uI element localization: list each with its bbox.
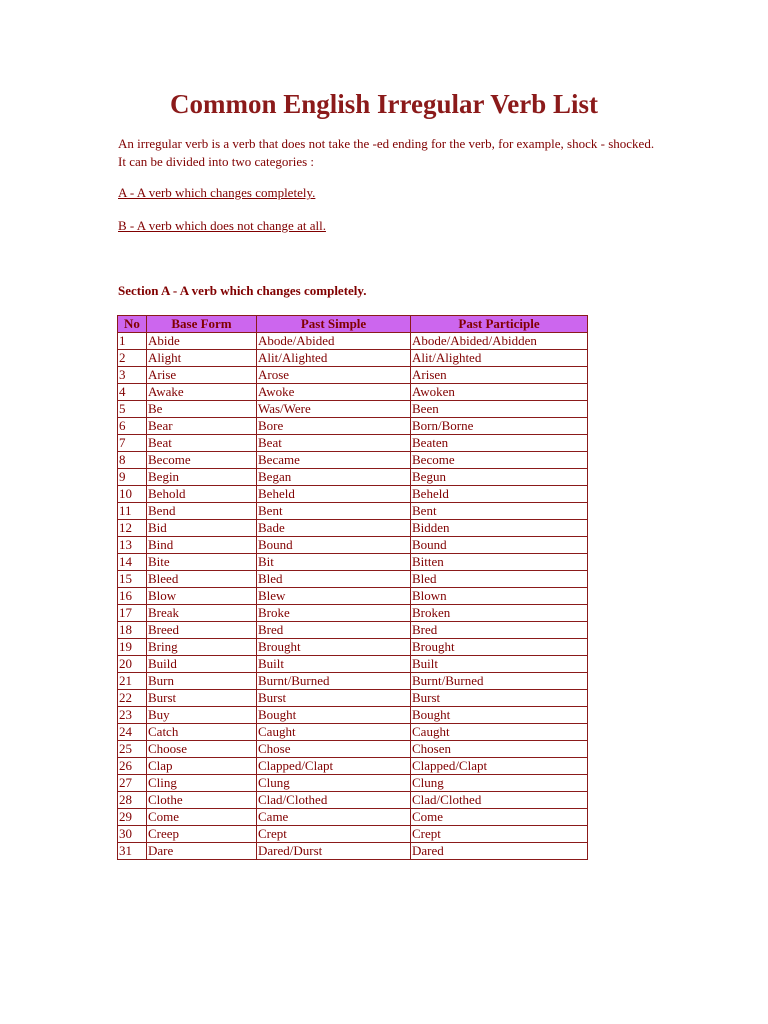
cell-no: 19 xyxy=(118,639,147,656)
table-row xyxy=(118,520,588,537)
cell-no: 31 xyxy=(118,843,147,860)
cell-no: 25 xyxy=(118,741,147,758)
header-past-participle: Past Participle xyxy=(411,316,588,333)
table-row xyxy=(118,350,588,367)
cell-past-simple: Awoke xyxy=(257,384,411,401)
cell-past-participle: Chosen xyxy=(411,741,588,758)
cell-base-form: Choose xyxy=(147,741,257,758)
cell-no: 2 xyxy=(118,350,147,367)
table-row xyxy=(118,656,588,673)
cell-past-participle: Clung xyxy=(411,775,588,792)
cell-base-form: Behold xyxy=(147,486,257,503)
cell-no: 14 xyxy=(118,554,147,571)
cell-past-participle: Become xyxy=(411,452,588,469)
cell-past-participle: Born/Borne xyxy=(411,418,588,435)
table-row xyxy=(118,673,588,690)
cell-base-form: Clap xyxy=(147,758,257,775)
cell-past-simple: Clung xyxy=(257,775,411,792)
irregular-verb-table xyxy=(117,315,588,860)
cell-base-form: Breed xyxy=(147,622,257,639)
cell-no: 8 xyxy=(118,452,147,469)
table-row xyxy=(118,367,588,384)
cell-past-simple: Came xyxy=(257,809,411,826)
cell-no: 15 xyxy=(118,571,147,588)
table-row xyxy=(118,724,588,741)
cell-past-participle: Bought xyxy=(411,707,588,724)
cell-base-form: Build xyxy=(147,656,257,673)
table-header-row xyxy=(118,316,588,333)
cell-past-participle: Burnt/Burned xyxy=(411,673,588,690)
table-row xyxy=(118,333,588,350)
intro-paragraph: An irregular verb is a verb that does not take the -ed ending for the verb, for example, shock - shocked. It can be divided into two categories : xyxy=(118,136,655,169)
cell-past-participle: Dared xyxy=(411,843,588,860)
cell-no: 3 xyxy=(118,367,147,384)
cell-base-form: Come xyxy=(147,809,257,826)
cell-past-simple: Blew xyxy=(257,588,411,605)
cell-base-form: Bind xyxy=(147,537,257,554)
cell-no: 11 xyxy=(118,503,147,520)
cell-base-form: Begin xyxy=(147,469,257,486)
cell-past-simple: Became xyxy=(257,452,411,469)
cell-past-participle: Bent xyxy=(411,503,588,520)
cell-no: 16 xyxy=(118,588,147,605)
cell-past-participle: Been xyxy=(411,401,588,418)
cell-past-simple: Began xyxy=(257,469,411,486)
cell-base-form: Creep xyxy=(147,826,257,843)
cell-no: 6 xyxy=(118,418,147,435)
cell-past-simple: Clad/Clothed xyxy=(257,792,411,809)
cell-past-simple: Crept xyxy=(257,826,411,843)
table-row xyxy=(118,758,588,775)
cell-past-simple: Arose xyxy=(257,367,411,384)
cell-past-participle: Brought xyxy=(411,639,588,656)
table-body xyxy=(118,333,588,860)
cell-past-participle: Bled xyxy=(411,571,588,588)
cell-past-participle: Bidden xyxy=(411,520,588,537)
cell-past-participle: Burst xyxy=(411,690,588,707)
table-row xyxy=(118,588,588,605)
cell-past-simple: Bred xyxy=(257,622,411,639)
cell-past-participle: Clad/Clothed xyxy=(411,792,588,809)
cell-past-simple: Clapped/Clapt xyxy=(257,758,411,775)
cell-no: 24 xyxy=(118,724,147,741)
table-row xyxy=(118,622,588,639)
cell-past-simple: Bore xyxy=(257,418,411,435)
cell-past-simple: Bled xyxy=(257,571,411,588)
cell-no: 27 xyxy=(118,775,147,792)
cell-base-form: Abide xyxy=(147,333,257,350)
table-row xyxy=(118,418,588,435)
table-row xyxy=(118,452,588,469)
cell-past-participle: Beaten xyxy=(411,435,588,452)
cell-past-participle: Beheld xyxy=(411,486,588,503)
table-row xyxy=(118,809,588,826)
cell-base-form: Bend xyxy=(147,503,257,520)
cell-base-form: Clothe xyxy=(147,792,257,809)
cell-past-participle: Bound xyxy=(411,537,588,554)
cell-no: 20 xyxy=(118,656,147,673)
cell-past-simple: Was/Were xyxy=(257,401,411,418)
cell-past-participle: Clapped/Clapt xyxy=(411,758,588,775)
cell-past-simple: Bought xyxy=(257,707,411,724)
header-past-simple: Past Simple xyxy=(257,316,411,333)
cell-past-participle: Alit/Alighted xyxy=(411,350,588,367)
cell-past-simple: Broke xyxy=(257,605,411,622)
cell-past-participle: Begun xyxy=(411,469,588,486)
cell-base-form: Bleed xyxy=(147,571,257,588)
cell-no: 23 xyxy=(118,707,147,724)
table-row xyxy=(118,741,588,758)
cell-past-simple: Burst xyxy=(257,690,411,707)
cell-no: 12 xyxy=(118,520,147,537)
table-row xyxy=(118,435,588,452)
cell-no: 21 xyxy=(118,673,147,690)
cell-base-form: Alight xyxy=(147,350,257,367)
cell-base-form: Burn xyxy=(147,673,257,690)
cell-base-form: Awake xyxy=(147,384,257,401)
page-title: Common English Irregular Verb List xyxy=(169,89,599,119)
cell-base-form: Be xyxy=(147,401,257,418)
table-row xyxy=(118,605,588,622)
table-row xyxy=(118,775,588,792)
cell-past-participle: Broken xyxy=(411,605,588,622)
cell-base-form: Break xyxy=(147,605,257,622)
cell-base-form: Arise xyxy=(147,367,257,384)
table-row xyxy=(118,843,588,860)
cell-past-simple: Burnt/Burned xyxy=(257,673,411,690)
cell-base-form: Bring xyxy=(147,639,257,656)
cell-past-simple: Abode/Abided xyxy=(257,333,411,350)
cell-base-form: Bid xyxy=(147,520,257,537)
category-b-text: B - A verb which does not change at all. xyxy=(118,218,326,233)
header-base-form: Base Form xyxy=(147,316,257,333)
table-row xyxy=(118,826,588,843)
cell-no: 4 xyxy=(118,384,147,401)
table-row xyxy=(118,690,588,707)
cell-no: 29 xyxy=(118,809,147,826)
table-row xyxy=(118,486,588,503)
cell-no: 1 xyxy=(118,333,147,350)
cell-past-participle: Come xyxy=(411,809,588,826)
cell-past-participle: Abode/Abided/Abidden xyxy=(411,333,588,350)
cell-past-simple: Built xyxy=(257,656,411,673)
table-row xyxy=(118,469,588,486)
cell-no: 9 xyxy=(118,469,147,486)
header-no: No xyxy=(118,316,147,333)
table-row xyxy=(118,571,588,588)
cell-past-simple: Caught xyxy=(257,724,411,741)
table-row xyxy=(118,537,588,554)
cell-no: 17 xyxy=(118,605,147,622)
cell-no: 7 xyxy=(118,435,147,452)
cell-base-form: Become xyxy=(147,452,257,469)
table-row xyxy=(118,792,588,809)
cell-past-simple: Bade xyxy=(257,520,411,537)
cell-past-participle: Blown xyxy=(411,588,588,605)
cell-past-participle: Crept xyxy=(411,826,588,843)
cell-past-simple: Brought xyxy=(257,639,411,656)
cell-base-form: Cling xyxy=(147,775,257,792)
cell-no: 30 xyxy=(118,826,147,843)
cell-no: 13 xyxy=(118,537,147,554)
cell-no: 26 xyxy=(118,758,147,775)
cell-base-form: Burst xyxy=(147,690,257,707)
cell-no: 28 xyxy=(118,792,147,809)
table-row xyxy=(118,639,588,656)
cell-past-simple: Beat xyxy=(257,435,411,452)
cell-no: 5 xyxy=(118,401,147,418)
cell-base-form: Dare xyxy=(147,843,257,860)
cell-past-participle: Bred xyxy=(411,622,588,639)
cell-base-form: Catch xyxy=(147,724,257,741)
cell-no: 18 xyxy=(118,622,147,639)
table-row xyxy=(118,401,588,418)
cell-past-participle: Built xyxy=(411,656,588,673)
cell-past-simple: Alit/Alighted xyxy=(257,350,411,367)
table-row xyxy=(118,503,588,520)
cell-no: 22 xyxy=(118,690,147,707)
section-a-heading: Section A - A verb which changes completely. xyxy=(118,283,367,298)
cell-past-simple: Chose xyxy=(257,741,411,758)
table-row xyxy=(118,554,588,571)
table-row xyxy=(118,707,588,724)
cell-base-form: Bite xyxy=(147,554,257,571)
cell-past-participle: Bitten xyxy=(411,554,588,571)
cell-past-simple: Beheld xyxy=(257,486,411,503)
cell-past-simple: Bound xyxy=(257,537,411,554)
cell-past-participle: Arisen xyxy=(411,367,588,384)
cell-base-form: Beat xyxy=(147,435,257,452)
cell-past-simple: Dared/Durst xyxy=(257,843,411,860)
cell-past-simple: Bent xyxy=(257,503,411,520)
cell-base-form: Bear xyxy=(147,418,257,435)
cell-past-participle: Awoken xyxy=(411,384,588,401)
cell-past-participle: Caught xyxy=(411,724,588,741)
cell-no: 10 xyxy=(118,486,147,503)
cell-base-form: Buy xyxy=(147,707,257,724)
category-a-text: A - A verb which changes completely. xyxy=(118,185,316,200)
cell-base-form: Blow xyxy=(147,588,257,605)
table-row xyxy=(118,384,588,401)
cell-past-simple: Bit xyxy=(257,554,411,571)
